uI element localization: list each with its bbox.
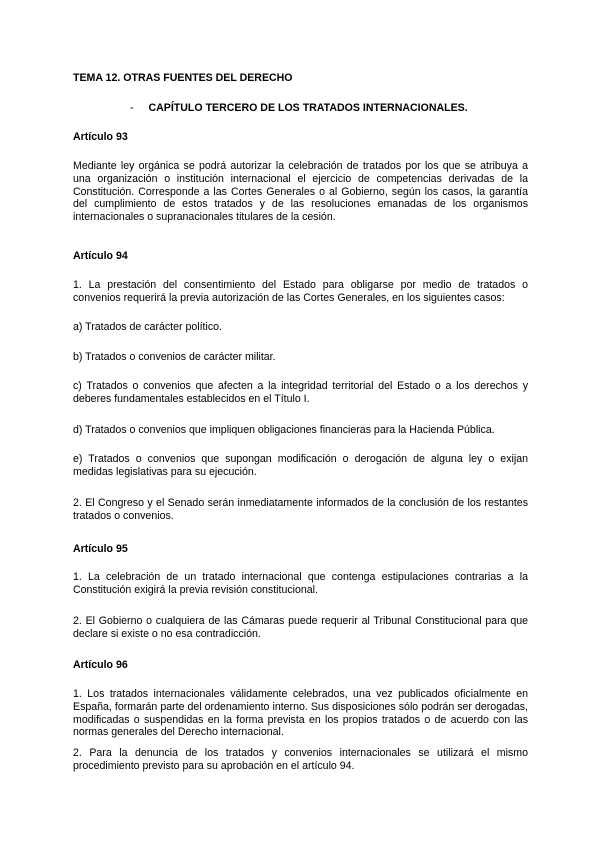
chapter-bullet: -: [130, 102, 134, 114]
article-94-item-c: c) Tratados o convenios que afecten a la integridad territorial del Estado o a los derechos y deberes fundamentales establecidos en el Título I.: [73, 380, 528, 405]
article-94-item-d: d) Tratados o convenios que impliquen obligaciones financieras para la Hacienda Pública.: [73, 424, 495, 436]
article-94-item-a: a) Tratados de carácter político.: [73, 321, 222, 333]
chapter-heading: [130, 102, 550, 115]
article-96-paragraph-2: 2. Para la denuncia de los tratados y convenios internacionales se utilizará el mismo procedimiento previsto para su aprobación en el artículo 94.: [73, 747, 528, 772]
article-94-item-b: b) Tratados o convenios de carácter militar.: [73, 351, 276, 363]
chapter-title: CAPÍTULO TERCERO DE LOS TRATADOS INTERNACIONALES.: [148, 102, 468, 114]
article-94-paragraph-2: 2. El Congreso y el Senado serán inmediatamente informados de la conclusión de los restantes tratados o convenios.: [73, 497, 528, 522]
article-93-heading: Artículo 93: [73, 131, 128, 143]
article-94-paragraph-1: 1. La prestación del consentimiento del Estado para obligarse por medio de tratados o convenios requerirá la previa autorización de las Cortes Generales, en los siguientes casos:: [73, 279, 528, 304]
article-95-paragraph-2: 2. El Gobierno o cualquiera de las Cámaras puede requerir al Tribunal Constitucional para que declare si existe o no esa contradicción.: [73, 615, 528, 640]
document-title: TEMA 12. OTRAS FUENTES DEL DERECHO: [73, 72, 293, 84]
article-96-heading: Artículo 96: [73, 659, 128, 671]
article-93-paragraph-1: Mediante ley orgánica se podrá autorizar la celebración de tratados por los que se atribuya a una organización o institución internacional el ejercicio de competencias derivadas de la Constitución. Corresponde a las Cortes Generales o al Gobierno, según los casos, la garantía del cumplimiento de estos tratados y de las resoluciones emanadas de los organismos internacionales o supranacionales titulares de la cesión.: [73, 160, 528, 224]
article-95-heading: Artículo 95: [73, 543, 128, 555]
article-94-item-e: e) Tratados o convenios que supongan modificación o derogación de alguna ley o exijan medidas legislativas para su ejecución.: [73, 453, 528, 478]
article-96-paragraph-1: 1. Los tratados internacionales válidamente celebrados, una vez publicados oficialmente en España, formarán parte del ordenamiento interno. Sus disposiciones sólo podrán ser derogadas, modificadas o suspendidas en la forma prevista en los propios tratados o de acuerdo con las normas generales del Derecho internacional.: [73, 688, 528, 739]
article-94-heading: Artículo 94: [73, 250, 128, 262]
article-95-paragraph-1: 1. La celebración de un tratado internacional que contenga estipulaciones contrarias a la Constitución exigirá la previa revisión constitucional.: [73, 571, 528, 596]
